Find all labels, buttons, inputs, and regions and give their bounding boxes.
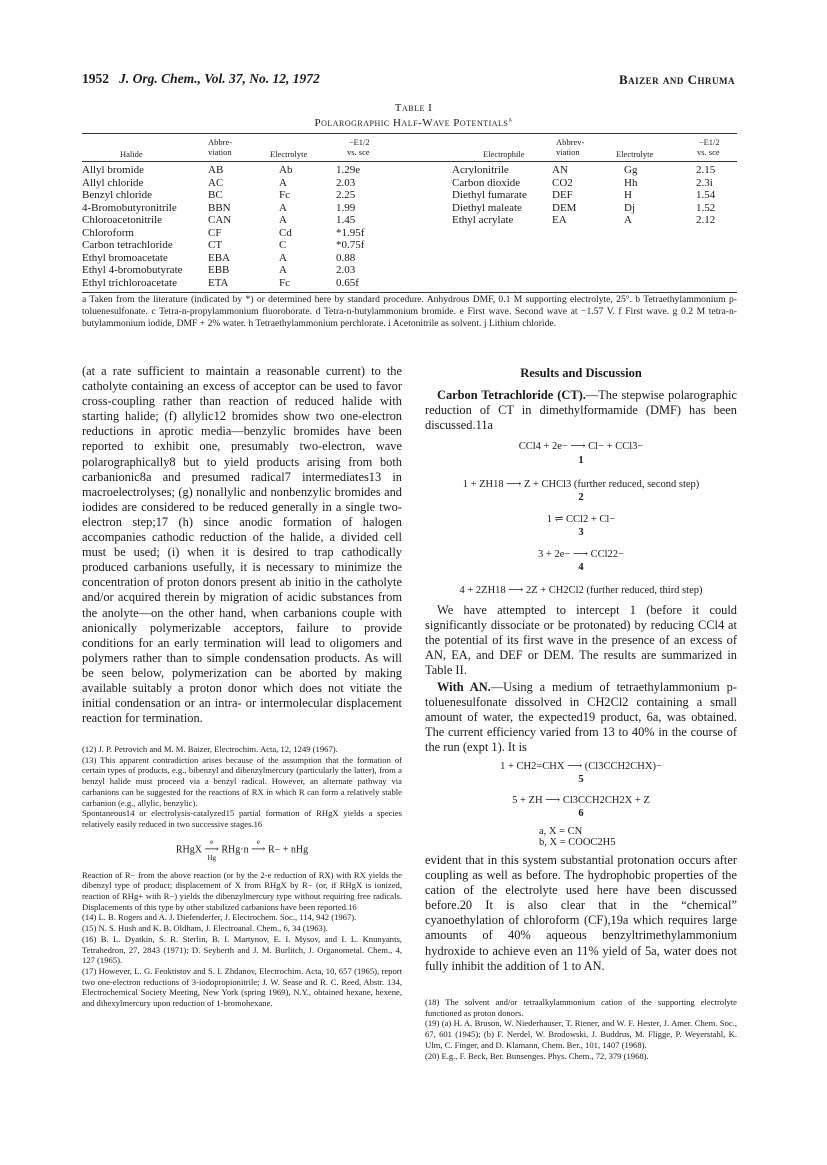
footnote-17: (17) However, L. G. Feoktistov and S. I. Zhdanov, Electrochim. Acta, 10, 657 (1965), report two one-electron reductions of 3-iodopropionitrile; J. W. Sease and R. C. Reed, Abstr. 134, Electrochemical Society Meeting, New York (spring 1969), N.Y., obtained hexane, hexene, and dihexylmercury upon reduction of 1-bromohexane. [82,965,402,1009]
left-cell-abbr: ETA [208,276,229,289]
running-header-left [82,71,320,87]
left-cell-name: Allyl bromide [82,164,145,176]
page-number: 1952 [82,71,109,86]
running-header-authors: Baizer and Chruma [618,72,735,87]
table-header-rule [82,161,737,162]
left-cell-name: Chloroacetonitrile [82,214,163,226]
footnote-13-reaction: Reaction of R− from the above reaction (or by the 2-e reduction of RX) with RX yields the dibenzyl type of product; displacement of X from RHgX by R− (or, if RHgX is ionized, reaction of RHg+ with R−) yields the dibenzylmercury type without requiring free radicals. Displacements of this type by other stabilized carbanions have been reported.16 [82,869,402,912]
left-cell-electrolyte: Cd [279,226,292,239]
right-cell-electrolyte: Dj [624,201,635,214]
right-row [452,164,737,177]
table-footnotes: a Taken from the literature (indicated by *) or determined here by standard procedure. Anhydrous DMF, 0.1 M supporting electrolyte, 25°. b Tetraethylammonium p-toluenesulfonate. c Tetra-n-propylammonium fluoroborate. d Tetra-n-butylammonium bromide. e First wave. Second wave at −1.57 V. f First wave. g 0.2 M tetra-n-butylammonium iodide, DMF + 2% water. h Tetraethylammonium perchlorate. i Acetonitrile as solvent. j Lithium chloride. [82,294,737,330]
right-cell-name: Acrylonitrile [452,164,509,176]
left-footnotes [82,744,402,1009]
table-bottom-rule [82,292,737,293]
left-cell-name: Ethyl trichloroacetate [82,276,177,289]
intercept-paragraph: We have attempted to intercept 1 (before it could significantly dissociate or be protonated) by reducing CCl4 at the potential of its first wave in the presence of an excess of AN, EA, and DEF or DEM. The results are summarized in Table II. [425,603,737,678]
left-cell-abbr: AB [208,164,224,176]
right-footnotes [425,997,737,1061]
left-row [82,189,382,202]
substituent-a: a, X = CN [539,826,583,837]
right-cell-name: Diethyl maleate [452,201,522,214]
left-cell-abbr: BC [208,189,223,201]
left-row [82,214,382,227]
left-cell-electrolyte: A [279,251,287,264]
left-cell-e12: 0.88 [336,251,356,264]
left-cell-e12: 2.03 [336,264,356,276]
left-column-paragraph: (at a rate sufficient to maintain a reasonable current) to the catholyte containing an excess of acceptor can be used to favor cross-coupling rather than reaction of reduced halide with starting halide; (f) allylic12 bromides show two one-electron reductions in aprotic media—benzylic bromides have been reported to exhibit one, presumably two-electron, wave polarographically8 but to yield products arising from both carbanionic8a and presumed radical7 intermediates13 in macroelectrolyses; (g) nonallylic and nonbenzylic bromides and iodides are considered to be reduced generally in a single two-electron step;17 (h) since anodic formation of halogen accompanies cathodic reduction of the halide, a divided cell must be used; (i) when it is desired to trap cathodically produced carbanions usefully, it is necessary to minimize the concentration of proton donors present ab initio in the catholyte and/or acquired therein by migration of acidic substances from the anolyte—on the other hand, when carbanions couple with anionically polymerizable acceptors, failure to provide conditions for an early termination will lead to oligomers and polymers rather than to simple condensation products. As will be seen below, polymerization can be aborted by making available suitably a proton donor which does not vitiate the initial condensation or an intra- or intermolecular displacement reaction for termination. [82,364,402,726]
table-left-rows [82,164,382,289]
left-cell-electrolyte: A [279,176,287,189]
left-cell-abbr: EBB [208,264,230,276]
right-row [452,189,737,202]
footnote-19: (19) (a) H. A. Bruson, W. Niederhauser, T. Riener, and W. F. Hester, J. Amer. Chem. Soc., 67, 601 (1945); (b) F. Nerdel, W. Brodowski, J. Buddrus, M. Fligge, P. Weyerstahl, K. Ulm, C. Finger, and D. Klamann, Chem. Ber., 101, 1407 (1968). [425,1018,737,1050]
footnote-13: (13) This apparent contradiction arises because of the assumption that the formation of certain types of products, e.g., bibenzyl and dibenzylmercury (particularly the latter), from a benzyl halide must proceed via a benzyl radical. However, an alternate pathway via carbanions can be suggested for the reactions of RX in which R can form a relatively stable carbanion (e.g., allylic, benzylic). [82,754,402,808]
equation-1-label: 1 [578,455,584,466]
equation-5: 4 + 2ZH18 ⟶ 2Z + CH2Cl2 (further reduced, third step) [459,585,703,596]
right-cell-e12: 2.3i [696,176,713,189]
footnote-14: (14) L. B. Rogers and A. J. Diefenderfer, J. Electrochem. Soc., 114, 942 (1967). [82,912,357,923]
left-cell-e12: 0.65f [336,276,359,289]
ct-heading: Carbon Tetrachloride (CT). [437,388,586,402]
left-cell-abbr: CAN [208,214,232,226]
left-cell-name: Carbon tetrachloride [82,239,173,251]
right-cell-abbr: AN [552,164,568,176]
right-cell-electrolyte: A [624,214,632,226]
ct-paragraph: Carbon Tetrachloride (CT).—The stepwise polarographic reduction of CT in dimethylformamide (DMF) has been discussed.11a [425,388,737,433]
right-cell-name: Carbon dioxide [452,176,521,189]
header-halide: Halide [120,149,143,159]
left-cell-e12: 1.99 [336,201,356,214]
header-abbr-right: Abbrev- viation [556,137,585,157]
equation-6-label: 5 [578,774,584,785]
left-row [82,264,382,277]
equation-7: 5 + ZH ⟶ Cl3CCH2CH2X + Z [512,795,650,806]
left-cell-electrolyte: A [279,214,287,226]
left-row [82,177,382,190]
footnote-16: (16) B. L. Dyatkin, S. R. Sterlin, B. I. Martynov, E. I. Mysov, and I. L. Knunyants, Tetrahedron, 27, 2843 (1971); D. Seyberth and J. M. Burlitch, J. Organometal. Chem., 4, 127 (1965). [82,933,402,966]
left-cell-electrolyte: A [279,201,287,214]
left-cell-name: Ethyl 4-bromobutyrate [82,264,183,276]
left-cell-electrolyte: Ab [279,164,293,176]
equation-6: 1 + CH2=CHX ⟶ (Cl3CCH2CHX)− [500,761,662,772]
left-cell-name: Chloroform [82,226,134,239]
footnote-15: (15) N. S. Hush and K. B. Oldham, J. Electroanal. Chem., 6, 34 (1963). [82,923,328,934]
equation-1: CCl4 + 2e− ⟶ Cl− + CCl3− [518,441,644,452]
right-cell-e12: 1.52 [696,201,716,214]
an-paragraph: With AN.—Using a medium of tetraethylammonium p-toluenesulfonate dissolved in CH2Cl2 containing a small amount of water, the expected19 product, 6a, was obtained. The current efficiency varied from 13 to 40% in the course of the run (expt 1). It is [425,680,737,755]
table-right-rows [452,164,737,227]
header-abbr-left: Abbre- viation [208,137,233,157]
table-subtitle: Polarographic Half-Wave Potentials$^a$ [314,114,513,129]
equation-3: 1 ⇌ CCl2 + Cl− [546,514,616,525]
equation-4: 3 + 2e− ⟶ CCl22− [538,549,624,560]
left-row [82,227,382,240]
right-cell-e12: 2.12 [696,214,716,226]
substituent-b: b, X = COOC2H5 [539,837,616,848]
left-cell-e12: 2.25 [336,189,356,201]
journal-citation: J. Org. Chem., Vol. 37, No. 12, 1972 [119,71,320,86]
equation-2-label: 2 [578,492,584,503]
left-cell-abbr: BBN [208,201,231,214]
substituent-list [539,826,616,848]
equation-7-label: 6 [578,808,584,819]
header-e12-left: −E1/2 vs. sce [347,137,370,157]
left-cell-e12: *0.75f [336,239,365,251]
right-cell-electrolyte: Gg [624,164,638,176]
right-cell-e12: 1.54 [696,189,716,201]
table-top-rule [82,133,737,134]
left-cell-e12: 2.03 [336,176,356,189]
right-cell-e12: 2.15 [696,164,716,176]
equation-3-label: 3 [578,527,584,538]
right-cell-abbr: DEF [552,189,573,201]
left-cell-electrolyte: C [279,239,287,251]
left-cell-abbr: EBA [208,251,230,264]
right-cell-abbr: CO2 [552,176,573,189]
left-cell-name: Benzyl chloride [82,189,152,201]
right-row [452,177,737,190]
table-title: Table I [394,102,433,114]
left-cell-name: Ethyl bromoacetate [82,251,168,264]
left-row [82,202,382,215]
left-cell-electrolyte: A [279,264,287,276]
left-cell-e12: 1.29e [336,164,361,176]
left-cell-name: 4-Bromobutyronitrile [82,201,177,214]
equation-4-label: 4 [578,562,584,573]
left-cell-electrolyte: Fc [279,276,290,289]
left-row [82,252,382,265]
right-row [452,214,737,227]
right-cell-electrolyte: H [624,189,632,201]
footnote-18: (18) The solvent and/or tetraalkylammonium cation of the supporting electrolyte functioned as proton donors. [425,997,737,1018]
an-heading: With AN. [437,680,491,694]
left-cell-name: Allyl chloride [82,176,144,189]
left-cell-e12: *1.95f [336,226,365,239]
right-cell-abbr: EA [552,214,567,226]
left-cell-electrolyte: Fc [279,189,290,201]
right-cell-name: Ethyl acrylate [452,214,514,226]
header-electrolyte-left: Electrolyte [270,149,308,159]
left-cell-abbr: AC [208,176,224,189]
right-row [452,202,737,215]
mercury-scheme: RHgX e ⟶ Hg RHg·n e ⟶ R− + nHg [175,837,309,862]
left-row [82,277,382,290]
right-cell-abbr: DEM [552,201,577,214]
footnote-12: (12) J. P. Petrovich and M. M. Baizer, Electrochim. Acta, 12, 1249 (1967). [82,744,338,754]
protonation-paragraph: evident that in this system substantial protonation occurs after coupling as well as before. The hydrophobic properties of the cation of the electrolyte used here have been discussed before.20 It is also clear that in the “chemical” cyanoethylation of chloroform (CF),19a which requires large amounts of 40% aqueous benzyltrimethylammonium hydroxide to achieve even an 11% yield of 5a, water does not fully inhibit the addition of 1 to AN. [425,853,737,973]
header-e12-right: −E1/2 vs. sce [697,137,720,157]
left-row [82,164,382,177]
right-cell-name: Diethyl fumarate [452,189,527,201]
right-cell-electrolyte: Hh [624,176,638,189]
footnote-13-cont: Spontaneous14 or electrolysis-catalyzed15 partial formation of RHgX yields a species relatively easily reduced in two successive stages.16 [82,808,402,829]
left-cell-abbr: CF [208,226,222,239]
left-cell-abbr: CT [208,239,223,251]
section-title: Results and Discussion [520,366,642,380]
footnote-20: (20) E.g., F. Beck, Ber. Bunsenges. Phys. Chem., 72, 379 (1968). [425,1050,649,1061]
header-electrolyte-right: Electrolyte [616,149,654,159]
header-electrophile: Electrophile [483,149,525,159]
left-cell-e12: 1.45 [336,214,356,226]
equation-2: 1 + ZH18 ⟶ Z + CHCl3 (further reduced, second step) [462,479,700,490]
left-row [82,239,382,252]
